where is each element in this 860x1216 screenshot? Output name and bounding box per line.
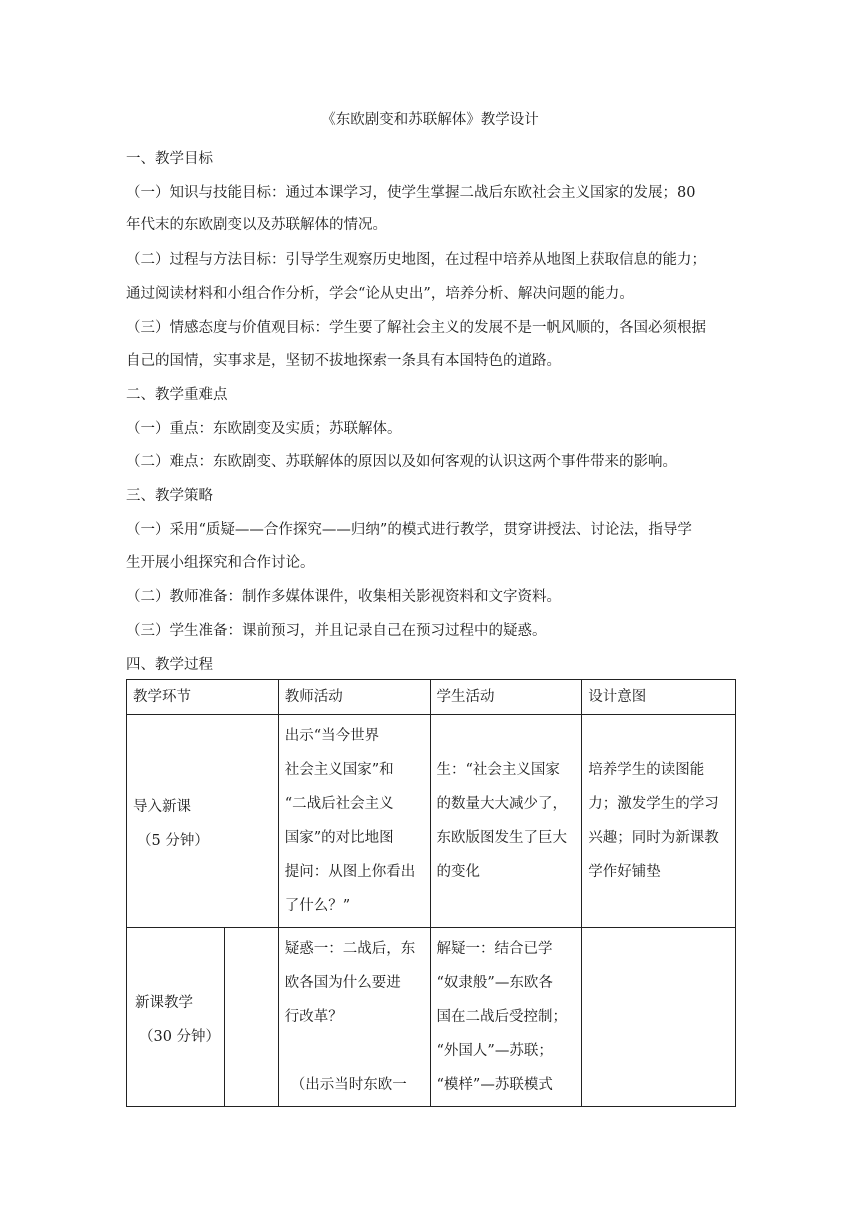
header-student: 学生活动 xyxy=(430,680,582,715)
teacher-activity-cell xyxy=(278,928,430,1107)
cell-line: “外国人”—苏联； xyxy=(436,1043,553,1059)
paragraph-line: 通过阅读材料和小组合作分析，学会“论从史出”，培养分析、解决问题的能力。 xyxy=(126,286,634,302)
student-activity-cell xyxy=(430,928,582,1107)
stage-name: 导入新课 xyxy=(133,799,191,815)
cell-line: 力；激发学生的学习 xyxy=(588,796,719,812)
paragraph-line: （二）教师准备：制作多媒体课件，收集相关影视资料和文字资料。 xyxy=(126,589,561,605)
cell-line: 欧各国为什么要进 xyxy=(284,975,401,991)
teacher-activity-cell xyxy=(278,715,430,928)
stage-time: （5 分钟） xyxy=(137,833,209,849)
cell-line: 兴趣；同时为新课教 xyxy=(588,830,719,846)
cell-line: 的数量大大减少了， xyxy=(436,796,567,812)
table-row xyxy=(127,715,736,928)
header-intent: 设计意图 xyxy=(582,680,736,715)
table-header-row xyxy=(127,680,736,715)
section-heading-key-points: 二、教学重难点 xyxy=(126,387,228,403)
paragraph-line: （三）学生准备：课前预习，并且记录自己在预习过程中的疑惑。 xyxy=(126,623,547,639)
table-row xyxy=(127,928,736,1107)
paragraph-line: 年代末的东欧剧变以及苏联解体的情况。 xyxy=(126,217,387,233)
stage-time: （30 分钟） xyxy=(139,1029,221,1045)
design-intent-cell xyxy=(582,715,736,928)
cell-line: 行改革？ xyxy=(284,1009,343,1025)
document-title: 《东欧剧变和苏联解体》教学设计 xyxy=(321,112,539,128)
cell-line: 提问：从图上你看出 xyxy=(284,864,416,880)
paragraph-line: （一）重点：东欧剧变及实质；苏联解体。 xyxy=(126,421,402,437)
paragraph-line: （二）难点：东欧剧变、苏联解体的原因以及如何客观的认识这两个事件带来的影响。 xyxy=(126,454,677,470)
paragraph-line: 生开展小组探究和合作讨论。 xyxy=(126,555,315,571)
cell-line: “二战后社会主义 xyxy=(284,796,394,812)
teaching-process-table xyxy=(126,679,736,1107)
paragraph-line: （二）过程与方法目标：引导学生观察历史地图，在过程中培养从地图上获取信息的能力； xyxy=(126,252,706,268)
cell-line: （出示当时东欧一 xyxy=(290,1077,407,1093)
cell-line: 培养学生的读图能 xyxy=(588,762,705,778)
paragraph-line: （三）情感态度与价值观目标：学生要了解社会主义的发展不是一帆风顺的，各国必须根据 xyxy=(126,320,706,336)
cell-line: 学作好铺垫 xyxy=(588,864,661,880)
section-heading-process: 四、教学过程 xyxy=(126,657,213,673)
cell-line: 社会主义国家”和 xyxy=(284,762,394,778)
header-teacher: 教师活动 xyxy=(278,680,430,715)
cell-line: 国在二战后受控制； xyxy=(436,1009,567,1025)
cell-line: 东欧版图发生了巨大 xyxy=(436,830,567,846)
paragraph-line: （一）知识与技能目标：通过本课学习，使学生掌握二战后东欧社会主义国家的发展；80 xyxy=(126,185,696,201)
cell-line: 疑惑一：二战后，东 xyxy=(284,941,416,957)
cell-line: 解疑一：结合已学 xyxy=(436,941,553,957)
design-intent-cell xyxy=(582,928,736,1107)
stage-cell xyxy=(127,715,279,928)
cell-line xyxy=(285,1034,424,1068)
student-activity-cell xyxy=(430,715,582,928)
paragraph-line: （一）采用“质疑——合作探究——归纳”的模式进行教学，贯穿讲授法、讨论法，指导学 xyxy=(126,522,692,538)
paragraph-line: 自己的国情，实事求是，坚韧不拔地探索一条具有本国特色的道路。 xyxy=(126,353,561,369)
section-heading-strategy: 三、教学策略 xyxy=(126,488,213,504)
header-stage: 教学环节 xyxy=(127,680,279,715)
cell-line: “奴隶般”—东欧各 xyxy=(436,975,553,991)
stage-name: 新课教学 xyxy=(135,995,193,1011)
cell-line: “模样”—苏联模式 xyxy=(436,1077,553,1093)
cell-line: 生：“社会主义国家 xyxy=(436,762,560,778)
cell-line: 的变化 xyxy=(436,864,480,880)
section-heading-objectives: 一、教学目标 xyxy=(126,151,213,167)
cell-line: 国家”的对比地图 xyxy=(284,830,394,846)
cell-line: 了什么？” xyxy=(284,898,351,914)
stage-sub-cell xyxy=(224,928,278,1107)
cell-line: 出示“当今世界 xyxy=(284,728,380,744)
stage-cell xyxy=(127,928,225,1107)
